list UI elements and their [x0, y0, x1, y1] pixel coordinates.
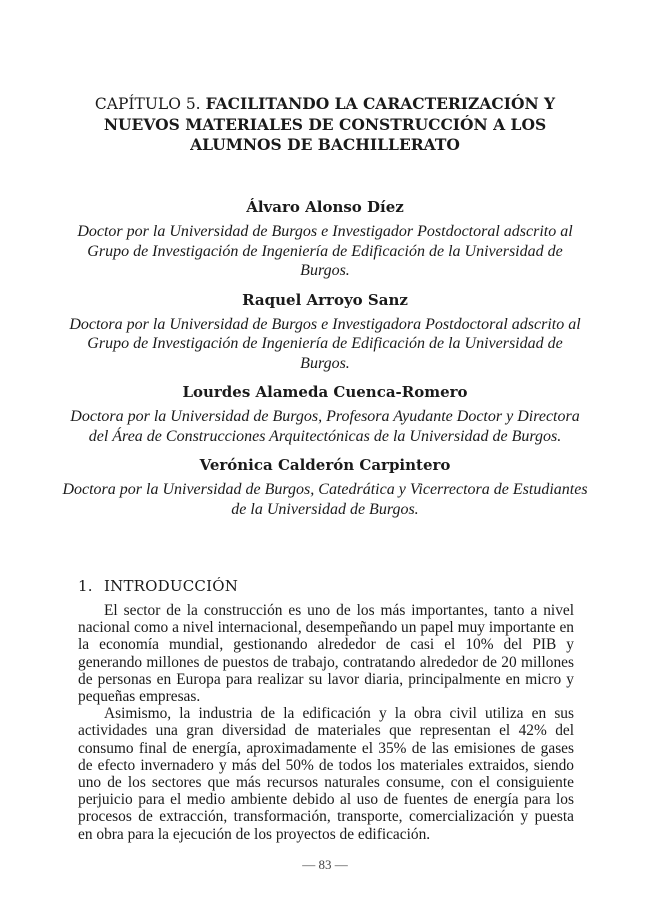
author-block — [62, 197, 588, 281]
chapter-number: CAPÍTULO 5. — [94, 95, 201, 113]
chapter-title-text: FACILITANDO LA CARACTERIZACIÓN Y NUEVOS MATERIALES DE CONSTRUCCIÓN A LOS ALUMNOS DE BACHILLERATO — [103, 94, 556, 154]
section-heading — [78, 576, 238, 596]
author-block — [62, 455, 588, 519]
chapter-title — [70, 94, 580, 156]
author-name: Lourdes Alameda Cuenca-Romero — [182, 383, 468, 401]
author-block — [62, 290, 588, 374]
author-name: Verónica Calderón Carpintero — [199, 456, 451, 474]
paragraph: El sector de la construcción es uno de los más importantes, tanto a nivel nacional como a nivel internacional, desempeñando un papel muy importante en la economía mundial, gestionando alrededor de casi el 10% del PIB y generando millones de puestos de trabajo, contratando alrededor de 20 millones de personas en Europa para realizar su lavor diaria, principalmente en micro y pequeñas empresas. — [78, 602, 574, 706]
body-text — [78, 602, 574, 843]
author-affiliation: Doctor por la Universidad de Burgos e Investigador Postdoctoral adscrito al Grupo de Investigación de Ingeniería de Edificación de la Universidad de Burgos. — [77, 223, 573, 279]
author-name: Álvaro Alonso Díez — [246, 198, 404, 216]
author-affiliation: Doctora por la Universidad de Burgos e Investigadora Postdoctoral adscrito al Grupo de Investigación de Ingeniería de Edificación de la Universidad de Burgos. — [69, 315, 581, 372]
author-affiliation: Doctora por la Universidad de Burgos, Profesora Ayudante Doctor y Directora del Área de Construcciones Arquitectónicas de la Universidad de Burgos. — [70, 408, 580, 445]
section-title: INTRODUCCIÓN — [104, 577, 239, 595]
page-number: — 83 — — [302, 857, 348, 872]
author-list — [62, 197, 588, 528]
author-affiliation: Doctora por la Universidad de Burgos, Catedrática y Vicerrectora de Estudiantes de la Universidad de Burgos. — [62, 481, 588, 518]
paragraph: Asimismo, la industria de la edificación y la obra civil utiliza en sus actividades una gran diversidad de materiales que representan el 42% del consumo final de energía, aproximadamente el 35% de las emisiones de gases de efecto invernadero y más del 50% de todos los materiales extraidos, siendo uno de los sectores que más recursos naturales consume, con el consiguiente perjuicio para el medio ambiente debido al uso de fuentes de energía para los procesos de extracción, transformación, transporte, comercialización y puesta en obra para la ejecución de los proyectos de edificación. — [78, 705, 574, 843]
section-number: 1. — [78, 577, 93, 595]
author-block — [62, 382, 588, 446]
author-name: Raquel Arroyo Sanz — [242, 290, 408, 309]
